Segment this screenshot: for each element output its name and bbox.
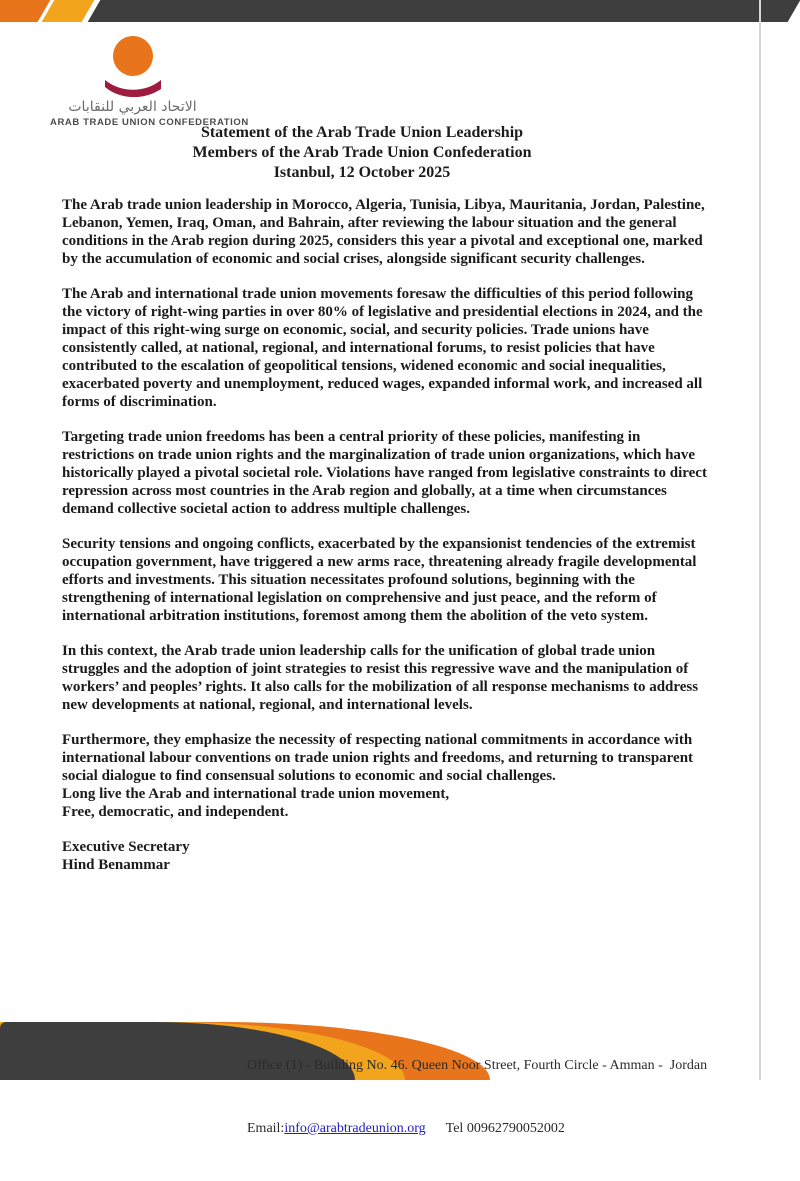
logo-arabic-name: الاتحاد العربي للنقابات — [68, 99, 197, 115]
statement-title — [62, 123, 662, 183]
signature-block — [62, 838, 707, 874]
title-line-2: Members of the Arab Trade Union Confederation — [192, 144, 532, 161]
footer-email-link[interactable]: info@arabtradeunion.org — [284, 1121, 426, 1136]
logo-circle-icon — [113, 36, 153, 76]
paragraph: Furthermore, they emphasize the necessity of respecting national commitments in accordance with international labour conventions on trade union rights and freedoms, and returning to transparent social dialogue to find consensual solutions to economic and social challenges. — [62, 732, 694, 784]
paragraph: Security tensions and ongoing conflicts, exacerbated by the expansionist tendencies of the extremist occupation government, have triggered a new arms race, threatening already fragile developmental efforts and investments. This situation necessitates profound solutions, beginning with the strengthening of international legislation on comprehensive and just peace, and the reform of international arbitration institutions, foremost among them the abolition of the veto system. — [62, 536, 697, 624]
page-edge-line — [759, 0, 761, 1080]
title-line-3: Istanbul, 12 October 2025 — [273, 164, 451, 181]
banner-stripe-gold — [42, 0, 95, 22]
banner-stripe-dark — [88, 0, 800, 22]
signature-name: Hind Benammar — [62, 857, 170, 873]
footer-tel: Tel 00962790052002 — [445, 1121, 565, 1136]
statement-body — [62, 196, 707, 874]
signature-title: Executive Secretary — [62, 839, 190, 855]
title-line-1: Statement of the Arab Trade Union Leadership — [200, 124, 524, 141]
footer — [247, 1013, 707, 1181]
paragraph: The Arab trade union leadership in Morocco, Algeria, Tunisia, Libya, Mauritania, Jordan, Palestine, Lebanon, Yemen, Iraq, Oman, and Bahrain, after reviewing the labour situation and the general conditions in the Arab region during 2025, considers this year a pivotal and exceptional one, marked by the accumulation of economic and social crises, alongside significant security challenges. — [62, 197, 705, 267]
body-paragraphs — [62, 196, 707, 785]
logo-name: ARAB TRADE UNION CONFEDERATION — [50, 117, 249, 128]
closing-line: Long live the Arab and international trade union movement, — [62, 786, 450, 802]
footer-address: Office (1) - Building No. 46. Queen Noor Street, Fourth Circle - Amman - Jordan — [247, 1058, 708, 1073]
logo-swoosh-icon — [103, 78, 163, 98]
paragraph: The Arab and international trade union movements foresaw the difficulties of this period following the victory of right-wing parties in over 80% of legislative and presidential elections in 2024, and the impact of this right-wing surge on economic, social, and security policies. Trade unions have consistently called, at national, regional, and international forums, to resist policies that have contributed to the escalation of geopolitical tensions, widened economic and social inequalities, exacerbated poverty and unemployment, reduced wages, expanded informal work, and increased all forms of discrimination. — [62, 286, 703, 410]
paragraph: In this context, the Arab trade union leadership calls for the unification of global trade union struggles and the adoption of joint strategies to resist this regressive wave and the manipulation of workers’ and peoples’ rights. It also calls for the mobilization of all response mechanisms to address new developments at national, regional, and international levels. — [62, 643, 699, 713]
footer-email-label: Email: — [247, 1121, 285, 1136]
paragraph: Targeting trade union freedoms has been a central priority of these policies, manifesting in restrictions on trade union rights and the marginalization of trade union organizations, which have historically played a pivotal societal role. Violations have ranged from legislative constraints to direct repression across most countries in the Arab region and globally, at a time when circumstances demand collective societal action to address multiple challenges. — [62, 429, 707, 517]
closing-line: Free, democratic, and independent. — [62, 804, 289, 820]
closing-lines — [62, 785, 707, 821]
top-banner — [0, 0, 762, 22]
footer-contact-line — [247, 1118, 707, 1139]
atuc-logo — [50, 36, 249, 128]
